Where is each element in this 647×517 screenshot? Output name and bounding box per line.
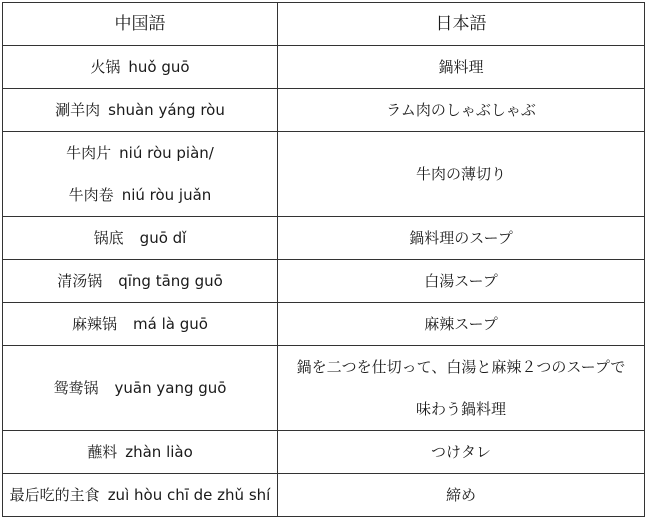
chinese-word: 牛肉片 [66,144,112,162]
pinyin: niú ròu juǎn [121,186,212,204]
chinese-word: 清汤锅 [57,272,103,290]
table-row [3,217,645,260]
pinyin: huǒ guō [128,58,190,76]
pinyin: zhàn liào [125,443,193,461]
pinyin: guō dǐ [139,229,187,247]
cell-line: 味わう鍋料理 [415,400,506,418]
pinyin: má là guō [133,315,208,333]
japanese-cell: 白湯スープ [278,260,645,303]
table-row [3,303,645,346]
chinese-word: 锅底 [93,229,124,247]
cell-line [7,174,273,216]
japanese-cell: 牛肉の薄切り [278,132,645,217]
header-japanese: 日本語 [278,3,645,46]
chinese-word: 鸳鸯锅 [53,379,99,397]
chinese-word: 涮羊肉 [55,101,101,119]
chinese-word: 蘸料 [87,443,118,461]
japanese-cell: 鍋料理のスープ [278,217,645,260]
chinese-word: 火锅 [90,58,121,76]
chinese-cell [3,260,278,303]
chinese-cell [3,132,278,217]
chinese-word: 麻辣锅 [72,315,118,333]
table-row [3,346,645,431]
japanese-cell: 締め [278,474,645,517]
table-row [3,431,645,474]
header-row [3,3,645,46]
chinese-cell [3,89,278,132]
chinese-word: 牛肉卷 [68,186,114,204]
chinese-cell [3,474,278,517]
table-row [3,46,645,89]
japanese-cell: つけタレ [278,431,645,474]
table-row [3,260,645,303]
chinese-cell [3,303,278,346]
chinese-cell [3,431,278,474]
chinese-cell [3,46,278,89]
cell-line [7,132,273,174]
vocabulary-table [2,2,645,517]
pinyin: shuàn yáng ròu [108,101,225,119]
japanese-cell [278,346,645,431]
header-chinese: 中国語 [3,3,278,46]
table-row [3,89,645,132]
pinyin: zuì hòu chī de zhǔ shí [107,486,271,504]
table-row [3,132,645,217]
table-row [3,474,645,517]
chinese-word: 最后吃的主食 [9,486,100,504]
pinyin: qīng tāng guō [118,272,223,290]
japanese-cell: ラム肉のしゃぶしゃぶ [278,89,645,132]
japanese-cell: 鍋料理 [278,46,645,89]
chinese-cell [3,346,278,431]
chinese-cell [3,217,278,260]
pinyin: yuān yang guō [114,379,227,397]
pinyin: niú ròu piàn/ [119,144,214,162]
cell-line: 鍋を二つを仕切って、白湯と麻辣２つのスープで [296,358,626,376]
japanese-cell: 麻辣スープ [278,303,645,346]
